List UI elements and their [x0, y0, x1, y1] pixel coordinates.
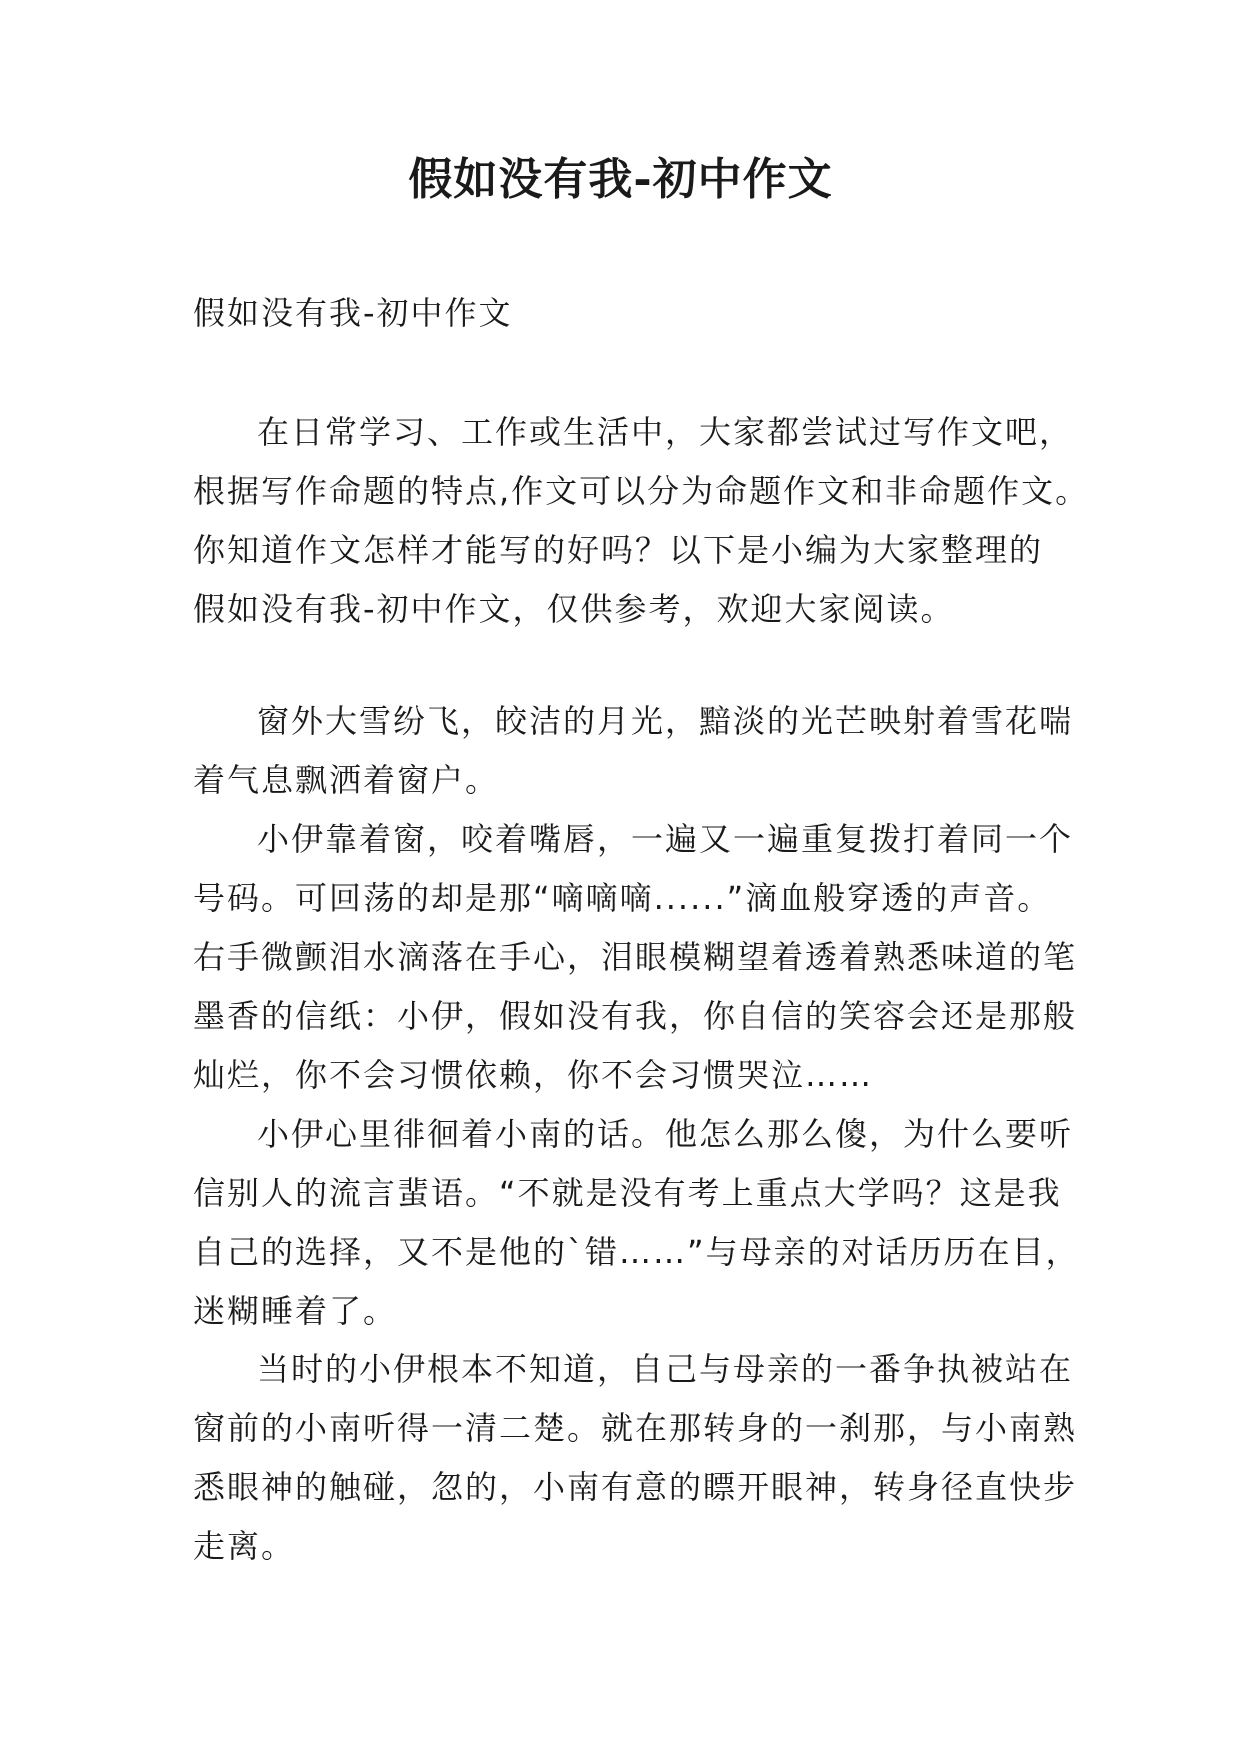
paragraph-line: 你知道作文怎样才能写的好吗？以下是小编为大家整理的: [193, 531, 1044, 569]
paragraph-thoughts: [193, 1105, 1080, 1341]
paragraph-line: 假如没有我-初中作文，仅供参考，欢迎大家阅读。: [193, 590, 955, 628]
paragraph-flashback: [193, 1340, 1078, 1576]
paragraph-line: 走离。: [193, 1527, 296, 1565]
paragraph-line: 小伊靠着窗，咬着嘴唇，一遍又一遍重复拨打着同一个: [257, 820, 1074, 858]
document-subtitle: 假如没有我-初中作文: [193, 294, 513, 332]
paragraph-line: 右手微颤泪水滴落在手心，泪眼模糊望着透着熟悉味道的笔: [193, 938, 1078, 976]
paragraph-phone-call: [193, 810, 1078, 1105]
paragraph-snow: [193, 692, 1073, 810]
paragraph-line: 墨香的信纸：小伊，假如没有我，你自信的笑容会还是那般: [193, 997, 1078, 1035]
paragraph-line: 着气息飘洒着窗户。: [193, 761, 500, 799]
paragraph-line: 在日常学习、工作或生活中，大家都尝试过写作文吧，: [257, 413, 1074, 451]
document-title: 假如没有我-初中作文: [408, 154, 833, 205]
paragraph-line: 自己的选择，又不是他的`错……”与母亲的对话历历在目，: [193, 1233, 1080, 1271]
paragraph-line: 灿烂，你不会习惯依赖，你不会习惯哭泣……: [193, 1056, 874, 1094]
paragraph-line: 小伊心里徘徊着小南的话。他怎么那么傻，为什么要听: [257, 1115, 1074, 1153]
paragraph-line: 窗前的小南听得一清二楚。就在那转身的一刹那，与小南熟: [193, 1409, 1078, 1447]
paragraph-intro: [193, 403, 1090, 639]
paragraph-line: 迷糊睡着了。: [193, 1292, 398, 1330]
paragraph-line: 信别人的流言蜚语。“不就是没有考上重点大学吗？这是我: [193, 1174, 1062, 1212]
paragraph-line: 悉眼神的触碰，忽的，小南有意的瞟开眼神，转身径直快步: [193, 1468, 1078, 1506]
paragraph-line: 根据写作命题的特点,作文可以分为命题作文和非命题作文。: [193, 472, 1090, 510]
paragraph-line: 当时的小伊根本不知道，自己与母亲的一番争执被站在: [257, 1350, 1074, 1388]
paragraph-line: 号码。可回荡的却是那“嘀嘀嘀......”滴血般穿透的声音。: [193, 879, 1052, 917]
paragraph-line: 窗外大雪纷飞，皎洁的月光，黯淡的光芒映射着雪花喘: [257, 702, 1074, 740]
